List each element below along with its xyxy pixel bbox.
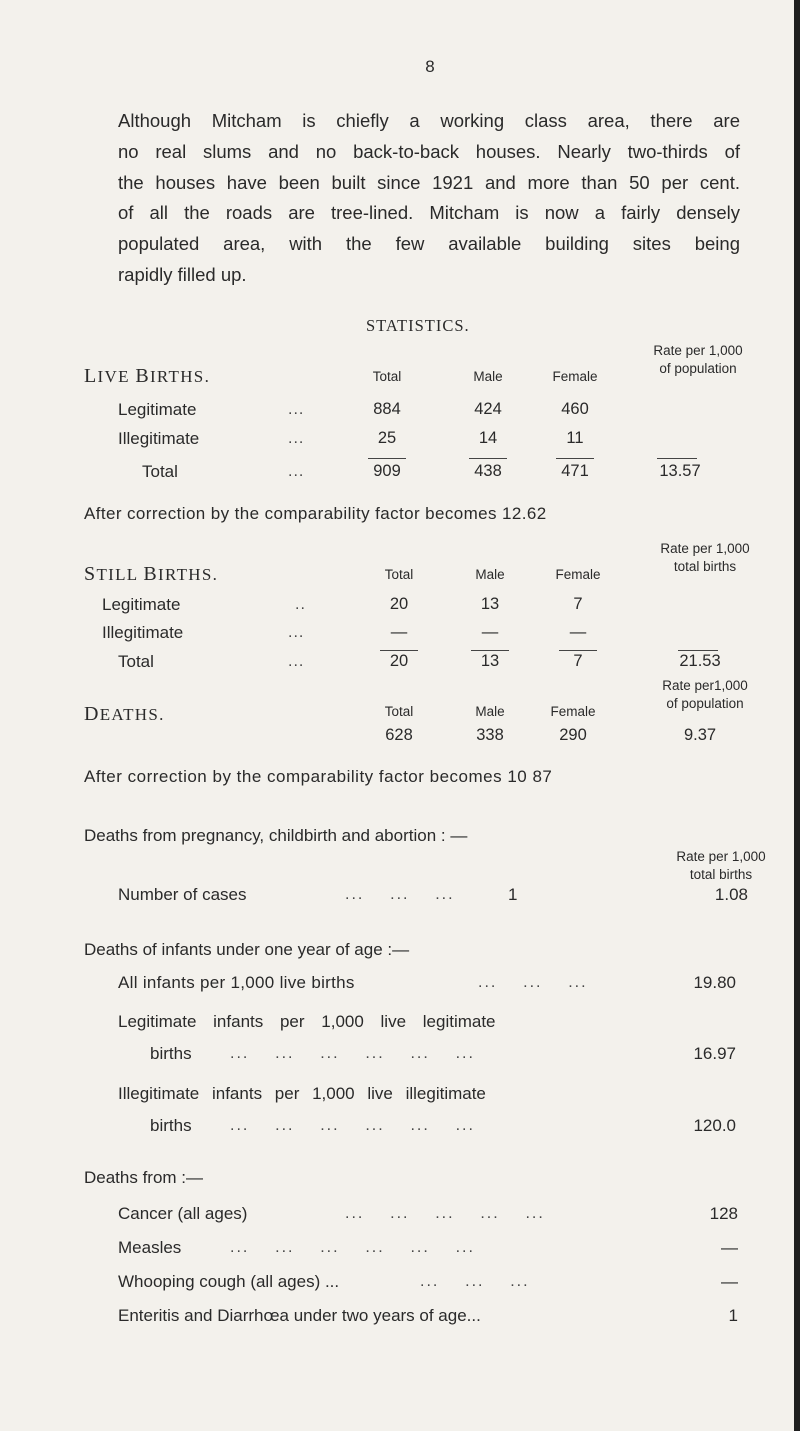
infants-legit-value: 16.97 bbox=[693, 1044, 736, 1063]
cell-female: 7 bbox=[573, 652, 583, 670]
intro-line: of all the roads are tree-lined. Mitcham is now a fairly densely bbox=[118, 202, 740, 224]
deaths-from-item: Enteritis and Diarrhœa under two years of age... bbox=[118, 1306, 481, 1325]
infants-all-value: 19.80 bbox=[693, 973, 736, 992]
infants-all-label: All infants per 1,000 live births bbox=[118, 973, 355, 992]
deaths-from-value: 128 bbox=[709, 1204, 738, 1223]
deaths-female: 290 bbox=[559, 726, 587, 744]
leader-dots: ... ... ... ... ... ... bbox=[230, 1239, 475, 1256]
intro-line: populated area, with the few available building sites being bbox=[118, 233, 740, 255]
cell-male: 14 bbox=[478, 429, 498, 447]
deaths-from-item: Measles bbox=[118, 1238, 182, 1257]
deaths-total: 628 bbox=[385, 726, 413, 744]
leader-dots: ... bbox=[288, 624, 305, 641]
sum-rule bbox=[657, 458, 697, 459]
deaths-from-heading: Deaths from :— bbox=[84, 1168, 204, 1187]
leader-dots: ... ... ... ... ... ... bbox=[230, 1117, 475, 1134]
cell-female: 471 bbox=[561, 462, 589, 480]
live-births-correction: After correction by the comparability factor becomes 12.62 bbox=[84, 504, 547, 523]
sum-rule bbox=[469, 458, 507, 459]
deaths-from-value: — bbox=[721, 1238, 738, 1257]
row-label-total: Total bbox=[118, 652, 154, 671]
deaths-col-female: Female bbox=[550, 704, 596, 719]
leader-dots: ... bbox=[288, 401, 305, 418]
row-label: Illegitimate bbox=[102, 623, 184, 642]
leader-dots: ... ... ... ... ... ... bbox=[230, 1045, 475, 1062]
cell-total: 25 bbox=[377, 429, 397, 447]
infants-legit-label: Legitimate infants per 1,000 live legitimate bbox=[118, 1012, 496, 1031]
cell-male: 13 bbox=[480, 652, 500, 670]
deaths-from-item: Cancer (all ages) bbox=[118, 1204, 248, 1223]
intro-line: the houses have been built since 1921 and more than 50 per cent. bbox=[118, 171, 740, 193]
still-births-heading: STILL BIRTHS. bbox=[84, 563, 219, 585]
rate-header-line: Rate per 1,000 bbox=[660, 541, 750, 556]
cell-male: — bbox=[481, 623, 499, 641]
sum-rule bbox=[471, 650, 509, 651]
still-births-col-male: Male bbox=[475, 567, 505, 582]
row-label: Illegitimate bbox=[118, 429, 200, 448]
still-births-col-rate bbox=[640, 540, 770, 576]
leader-dots: ... ... ... ... ... bbox=[345, 1205, 545, 1222]
sum-rule bbox=[368, 458, 406, 459]
rate-header-line: Rate per 1,000 bbox=[653, 343, 743, 358]
cell-total: — bbox=[390, 623, 408, 641]
cell-female: — bbox=[569, 623, 587, 641]
deaths-correction: After correction by the comparability factor becomes 10 87 bbox=[84, 767, 553, 786]
leader-dots: ... ... ... bbox=[345, 886, 455, 903]
leader-dots: ... bbox=[288, 653, 305, 670]
statistics-title: STATISTICS. bbox=[366, 316, 470, 335]
deaths-male: 338 bbox=[476, 726, 504, 744]
infants-illegit-label-cont: births bbox=[150, 1116, 192, 1135]
infants-illegit-value: 120.0 bbox=[693, 1116, 736, 1135]
deaths-col-rate bbox=[640, 677, 770, 713]
pregnancy-col-rate bbox=[656, 848, 786, 884]
pregnancy-label: Number of cases bbox=[118, 885, 247, 904]
cell-female: 460 bbox=[561, 400, 589, 418]
cell-female: 7 bbox=[573, 595, 583, 613]
rate-header-line: of population bbox=[659, 361, 737, 376]
infants-illegit-label: Illegitimate infants per 1,000 live illegitimate bbox=[118, 1084, 486, 1103]
rate-header-line: Rate per1,000 bbox=[662, 678, 748, 693]
intro-line: no real slums and no back-to-back houses. Nearly two-thirds of bbox=[118, 140, 740, 162]
cell-male: 438 bbox=[474, 462, 502, 480]
page-edge-shadow bbox=[794, 0, 800, 1431]
deaths-from-value: 1 bbox=[728, 1306, 738, 1325]
still-births-col-total: Total bbox=[384, 567, 414, 582]
leader-dots: ... bbox=[288, 430, 305, 447]
still-births-col-female: Female bbox=[555, 567, 601, 582]
infants-legit-label-cont: births bbox=[150, 1044, 192, 1063]
cell-rate: 21.53 bbox=[679, 652, 721, 670]
intro-paragraph bbox=[118, 106, 740, 291]
deaths-rate: 9.37 bbox=[683, 726, 717, 744]
live-births-heading: LIVE BIRTHS. bbox=[84, 365, 211, 387]
live-births-col-female: Female bbox=[552, 369, 598, 384]
row-label: Legitimate bbox=[118, 400, 197, 419]
sum-rule bbox=[380, 650, 418, 651]
pregnancy-count: 1 bbox=[508, 885, 518, 904]
leader-dots: ... ... ... bbox=[420, 1273, 530, 1290]
pregnancy-rate: 1.08 bbox=[714, 885, 748, 904]
cell-rate: 13.57 bbox=[659, 462, 701, 480]
deaths-from-value: — bbox=[721, 1272, 738, 1291]
cell-total: 909 bbox=[373, 462, 401, 480]
cell-male: 424 bbox=[474, 400, 502, 418]
cell-total: 20 bbox=[389, 652, 409, 670]
intro-line: rapidly filled up. bbox=[118, 263, 247, 285]
sum-rule bbox=[556, 458, 594, 459]
rate-header-line: total births bbox=[673, 559, 737, 574]
intro-line: Although Mitcham is chiefly a working class area, there are bbox=[118, 110, 740, 131]
page-number: 8 bbox=[425, 57, 435, 76]
live-births-col-male: Male bbox=[473, 369, 503, 384]
sum-rule bbox=[559, 650, 597, 651]
pregnancy-heading: Deaths from pregnancy, childbirth and abortion : — bbox=[84, 826, 468, 845]
cell-total: 20 bbox=[389, 595, 409, 613]
leader-dots: ... ... ... bbox=[478, 974, 588, 991]
leader-dots: .. bbox=[295, 596, 306, 613]
row-label: Legitimate bbox=[102, 595, 181, 614]
rate-header-line: Rate per 1,000 bbox=[676, 849, 766, 864]
cell-male: 13 bbox=[480, 595, 500, 613]
deaths-col-male: Male bbox=[475, 704, 505, 719]
deaths-col-total: Total bbox=[384, 704, 414, 719]
live-births-col-rate bbox=[633, 342, 763, 378]
row-label-total: Total bbox=[142, 462, 178, 481]
sum-rule bbox=[678, 650, 718, 651]
cell-total: 884 bbox=[373, 400, 401, 418]
rate-header-line: total births bbox=[689, 867, 753, 882]
deaths-heading: DEATHS. bbox=[84, 703, 165, 725]
infants-heading: Deaths of infants under one year of age :— bbox=[84, 940, 410, 959]
rate-header-line: of population bbox=[666, 696, 744, 711]
leader-dots: ... bbox=[288, 463, 305, 480]
deaths-from-item: Whooping cough (all ages) ... bbox=[118, 1272, 340, 1291]
cell-female: 11 bbox=[566, 429, 584, 447]
live-births-col-total: Total bbox=[372, 369, 402, 384]
